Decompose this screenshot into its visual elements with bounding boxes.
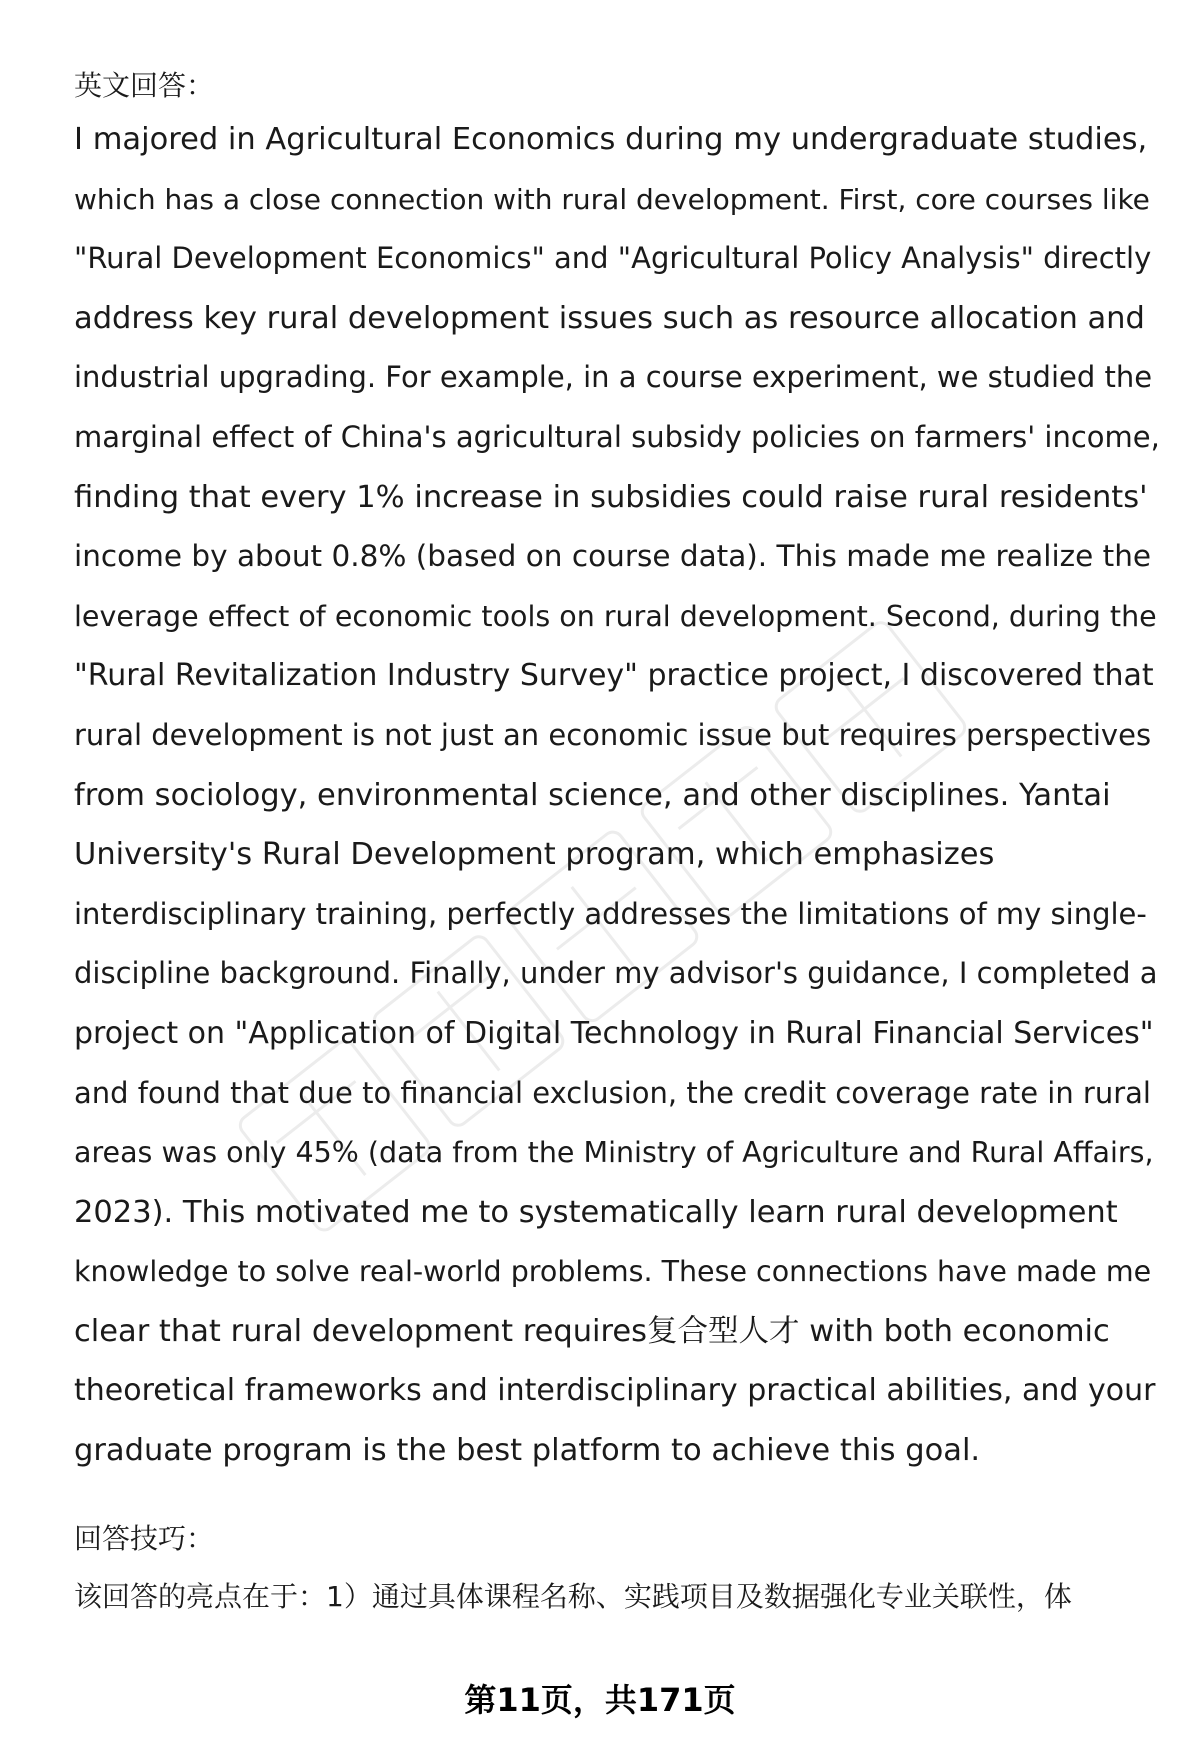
answer-line: 2023). This motivated me to systematically learn rural development — [74, 1194, 1118, 1230]
tips-heading: 回答技巧： — [74, 1521, 215, 1555]
answer-line: University's Rural Development program, which emphasizes — [74, 837, 995, 873]
answer-line: graduate program is the best platform to achieve this goal. — [74, 1433, 981, 1469]
answer-line: marginal effect of China's agricultural subsidy policies on farmers' income, — [74, 419, 1160, 454]
page-number: 第11页，共171页 — [464, 1681, 736, 1719]
answer-line: and found that due to financial exclusion, the credit coverage rate in rural — [74, 1075, 1151, 1110]
answer-line: address key rural development issues such as resource allocation and — [74, 300, 1145, 336]
answer-line: leverage effect of economic tools on rural development. Second, during the — [74, 599, 1157, 633]
answer-paragraph — [74, 110, 1164, 1481]
answer-heading: 英文回答： — [74, 69, 215, 102]
answer-line: theoretical frameworks and interdisciplinary practical abilities, and your — [74, 1373, 1156, 1409]
answer-line: which has a close connection with rural development. First, core courses like — [74, 182, 1150, 216]
answer-line: areas was only 45% (data from the Ministry of Agriculture and Rural Affairs, — [74, 1136, 1154, 1170]
answer-line: discipline background. Finally, under my advisor's guidance, I completed a — [74, 956, 1158, 991]
answer-line: clear that rural development requires复合型人才 with both economic — [74, 1313, 1110, 1349]
answer-line: project on "Application of Digital Technology in Rural Financial Services" — [74, 1015, 1154, 1051]
answer-line: income by about 0.8% (based on course data). This made me realize the — [74, 539, 1152, 574]
answer-line: finding that every 1% increase in subsidies could raise rural residents' — [74, 479, 1148, 515]
answer-line: from sociology, environmental science, and other disciplines. Yantai — [74, 777, 1111, 813]
answer-line: interdisciplinary training, perfectly addresses the limitations of my single- — [74, 896, 1147, 931]
document-body — [74, 66, 1164, 1617]
answer-line: "Rural Revitalization Industry Survey" practice project, I discovered that — [74, 658, 1154, 694]
answer-line: I majored in Agricultural Economics during my undergraduate studies, — [74, 122, 1148, 157]
tips-text: 该回答的亮点在于：1）通过具体课程名称、实践项目及数据强化专业关联性，体 — [74, 1579, 1072, 1613]
answer-line: "Rural Development Economics" and "Agricultural Policy Analysis" directly — [74, 241, 1152, 276]
answer-line: rural development is not just an economic issue but requires perspectives — [74, 717, 1152, 752]
answer-line: industrial upgrading. For example, in a course experiment, we studied the — [74, 360, 1153, 395]
answer-line: knowledge to solve real-world problems. These connections have made me — [74, 1255, 1152, 1289]
